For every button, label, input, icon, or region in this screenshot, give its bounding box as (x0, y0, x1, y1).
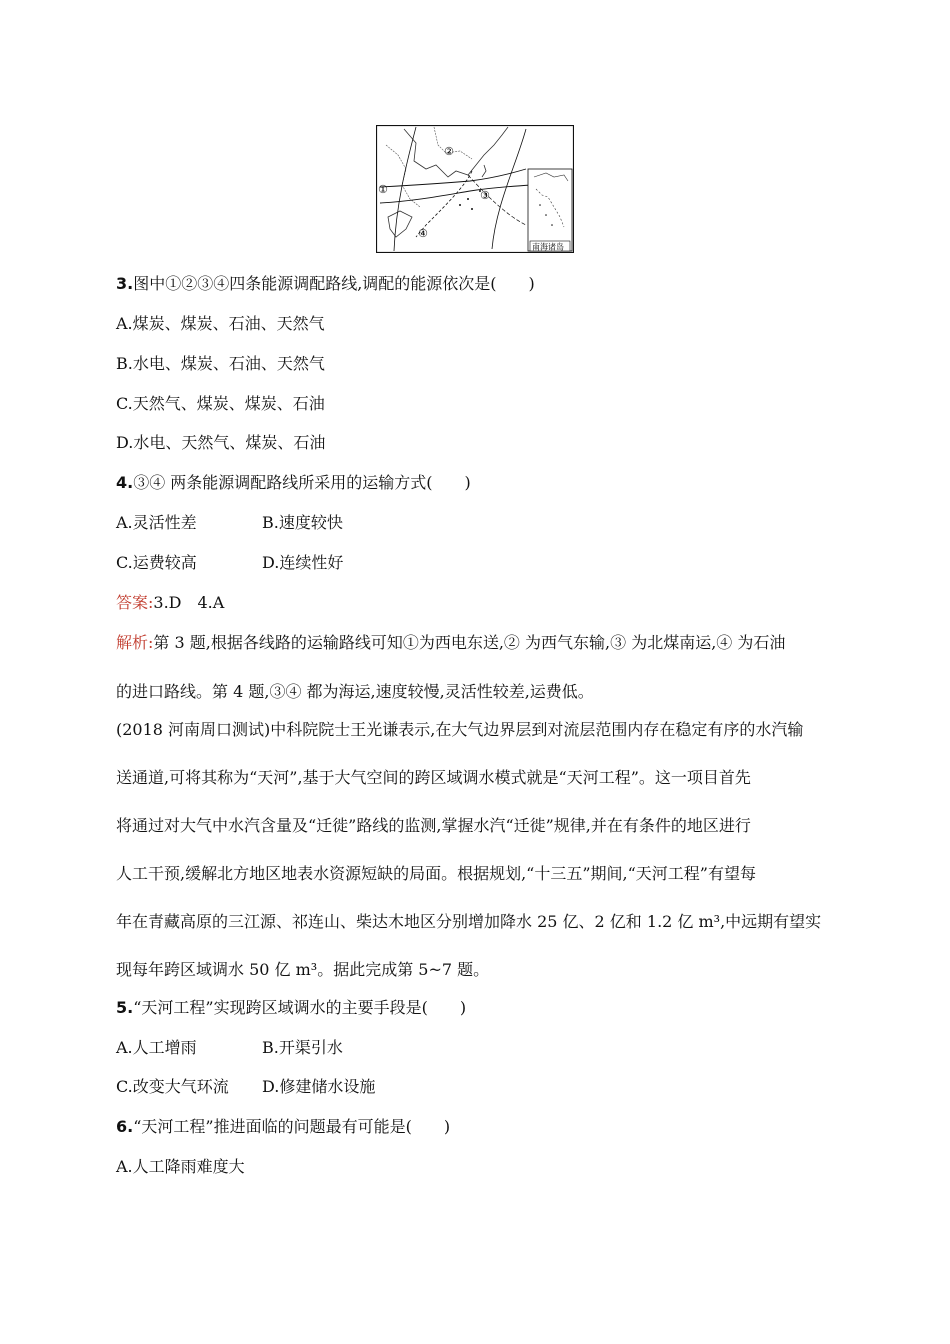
q4-option-c: C.运费较高 (116, 553, 197, 572)
answer (116, 593, 224, 613)
route-label-1: ① (378, 183, 388, 196)
q3-option-a: A.煤炭、煤炭、石油、天然气 (116, 314, 325, 333)
q5-option-c: C.改变大气环流 (116, 1077, 229, 1096)
question-4 (116, 473, 471, 493)
passage-line-4: 人工干预,缓解北方地区地表水资源短缺的局面。根据规划,“十三五”期间,“天河工程”有望每 (116, 864, 756, 883)
q5-option-d: D.修建储水设施 (262, 1077, 376, 1096)
q3-option-c: C.天然气、煤炭、煤炭、石油 (116, 394, 325, 413)
q3-option-d: D.水电、天然气、煤炭、石油 (116, 433, 326, 452)
q6-option-a: A.人工降雨难度大 (116, 1157, 245, 1176)
passage-line-1: (2018 河南周口测试)中科院院士王光谦表示,在大气边界层到对流层范围内存在稳定有序的水汽输 (116, 720, 804, 739)
question-3-text: 图中①②③④四条能源调配路线,调配的能源依次是( ) (133, 274, 535, 293)
q5-option-a: A.人工增雨 (116, 1038, 197, 1057)
energy-route-map (376, 125, 574, 253)
analysis-label: 解析: (116, 633, 154, 652)
route-label-2: ② (444, 145, 454, 158)
route-label-3: ③ (480, 189, 490, 202)
question-4-text: ③④ 两条能源调配路线所采用的运输方式( ) (133, 473, 471, 492)
q4-option-b: B.速度较快 (262, 513, 343, 532)
analysis-line-2: 的进口路线。第 4 题,③④ 都为海运,速度较慢,灵活性较差,运费低。 (116, 682, 594, 701)
passage-line-5: 年在青藏高原的三江源、祁连山、柴达木地区分别增加降水 25 亿、2 亿和 1.2 亿 m³,中远期有望实 (116, 912, 822, 931)
question-4-number: 4. (116, 473, 134, 492)
passage-line-2: 送通道,可将其称为“天河”,基于大气空间的跨区域调水模式就是“天河工程”。这一项目首先 (116, 768, 751, 787)
question-3 (116, 274, 535, 294)
answer-label: 答案: (116, 593, 154, 612)
question-6 (116, 1117, 450, 1137)
q4-option-a: A.灵活性差 (116, 513, 197, 532)
question-5-text: “天河工程”实现跨区域调水的主要手段是( ) (133, 998, 467, 1017)
question-5 (116, 998, 466, 1018)
q4-option-d: D.连续性好 (262, 553, 344, 572)
question-6-text: “天河工程”推进面临的问题最有可能是( ) (133, 1117, 451, 1136)
analysis-text-1: 第 3 题,根据各线路的运输路线可知①为西电东送,② 为西气东输,③ 为北煤南运,④ 为石油 (153, 633, 786, 652)
question-6-number: 6. (116, 1117, 134, 1136)
passage-line-6: 现每年跨区域调水 50 亿 m³。据此完成第 5~7 题。 (116, 960, 490, 979)
q3-option-b: B.水电、煤炭、石油、天然气 (116, 354, 325, 373)
inset-caption: 南海诸岛 (532, 242, 564, 252)
question-3-number: 3. (116, 274, 134, 293)
answer-text: 3.D 4.A (153, 593, 225, 612)
question-5-number: 5. (116, 998, 134, 1017)
q5-option-b: B.开渠引水 (262, 1038, 343, 1057)
analysis-line-1 (116, 633, 785, 653)
route-label-4: ④ (418, 227, 428, 240)
passage-line-3: 将通过对大气中水汽含量及“迁徙”路线的监测,掌握水汽“迁徙”规律,并在有条件的地区进行 (116, 816, 751, 835)
